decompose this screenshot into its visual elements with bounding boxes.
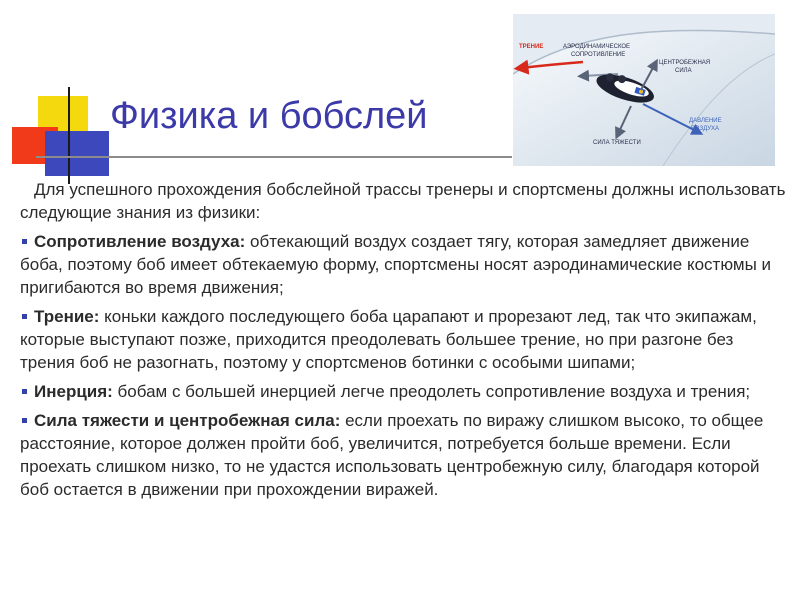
label-air-pressure-line2: ВОЗДУХА — [691, 126, 720, 132]
list-item-inertia — [20, 380, 792, 403]
slide-body — [20, 178, 792, 507]
label-air-resistance-line2: СОПРОТИВЛЕНИЕ — [571, 52, 626, 58]
item-term: Сопротивление воздуха: — [34, 232, 246, 251]
item-text: бобам с большей инерцией легче преодолеть сопротивление воздуха и трения; — [112, 382, 751, 401]
bullet-square-icon — [22, 239, 27, 244]
list-item-friction — [20, 305, 792, 374]
bullet-square-icon — [22, 314, 27, 319]
bobsleigh-forces-diagram — [513, 14, 775, 166]
item-text: коньки каждого последующего боба царапают и прорезают лед, так что экипажам, которые выступают позже, приходится преодолевать большее трение, но при разгоне без трения боб не разогнать, поэтому у спортсменов ботинки с особыми шипами; — [20, 307, 757, 372]
item-text: обтекающий воздух создает тягу, которая замедляет движение боба, поэтому боб имеет обтекаемую форму, спортсмены носят аэродинамические костюмы и пригибаются во время движения; — [20, 232, 772, 297]
list-item-air-resistance — [20, 230, 792, 299]
label-air-resistance-line1: АЭРОДИНАМИЧЕСКОЕ — [563, 44, 631, 50]
label-friction: ТРЕНИЕ — [519, 44, 544, 50]
item-term: Сила тяжести и центробежная сила: — [34, 411, 341, 430]
slide-title: Физика и бобслей — [110, 95, 428, 137]
label-centrifugal-line1: ЦЕНТРОБЕЖНАЯ — [659, 60, 711, 66]
decor-blue-square — [45, 131, 109, 176]
bullet-square-icon — [22, 418, 27, 423]
bobsleigh-diagram-graphic — [513, 14, 775, 166]
item-term: Трение: — [34, 307, 100, 326]
bullet-square-icon — [22, 389, 27, 394]
physics-topics-list — [20, 230, 792, 501]
title-underline — [36, 156, 512, 158]
list-item-gravity-centrifugal — [20, 409, 792, 501]
decor-vertical-line — [68, 87, 70, 184]
label-air-pressure-line1: ДАВЛЕНИЕ — [689, 118, 722, 124]
label-centrifugal-line2: СИЛА — [675, 68, 692, 74]
label-gravity: СИЛА ТЯЖЕСТИ — [593, 140, 641, 146]
item-term: Инерция: — [34, 382, 113, 401]
intro-paragraph: Для успешного прохождения бобслейной трассы тренеры и спортсмены должны использовать следующие знания из физики: — [20, 180, 786, 222]
item-text: если проехать по виражу слишком высоко, то общее расстояние, которое должен пройти боб, увеличится, потребуется больше времени. Если проехать слишком низко, то не удастся использовать центробежную силу, благодаря которой боб остается в движении при прохождении виражей. — [20, 411, 764, 499]
